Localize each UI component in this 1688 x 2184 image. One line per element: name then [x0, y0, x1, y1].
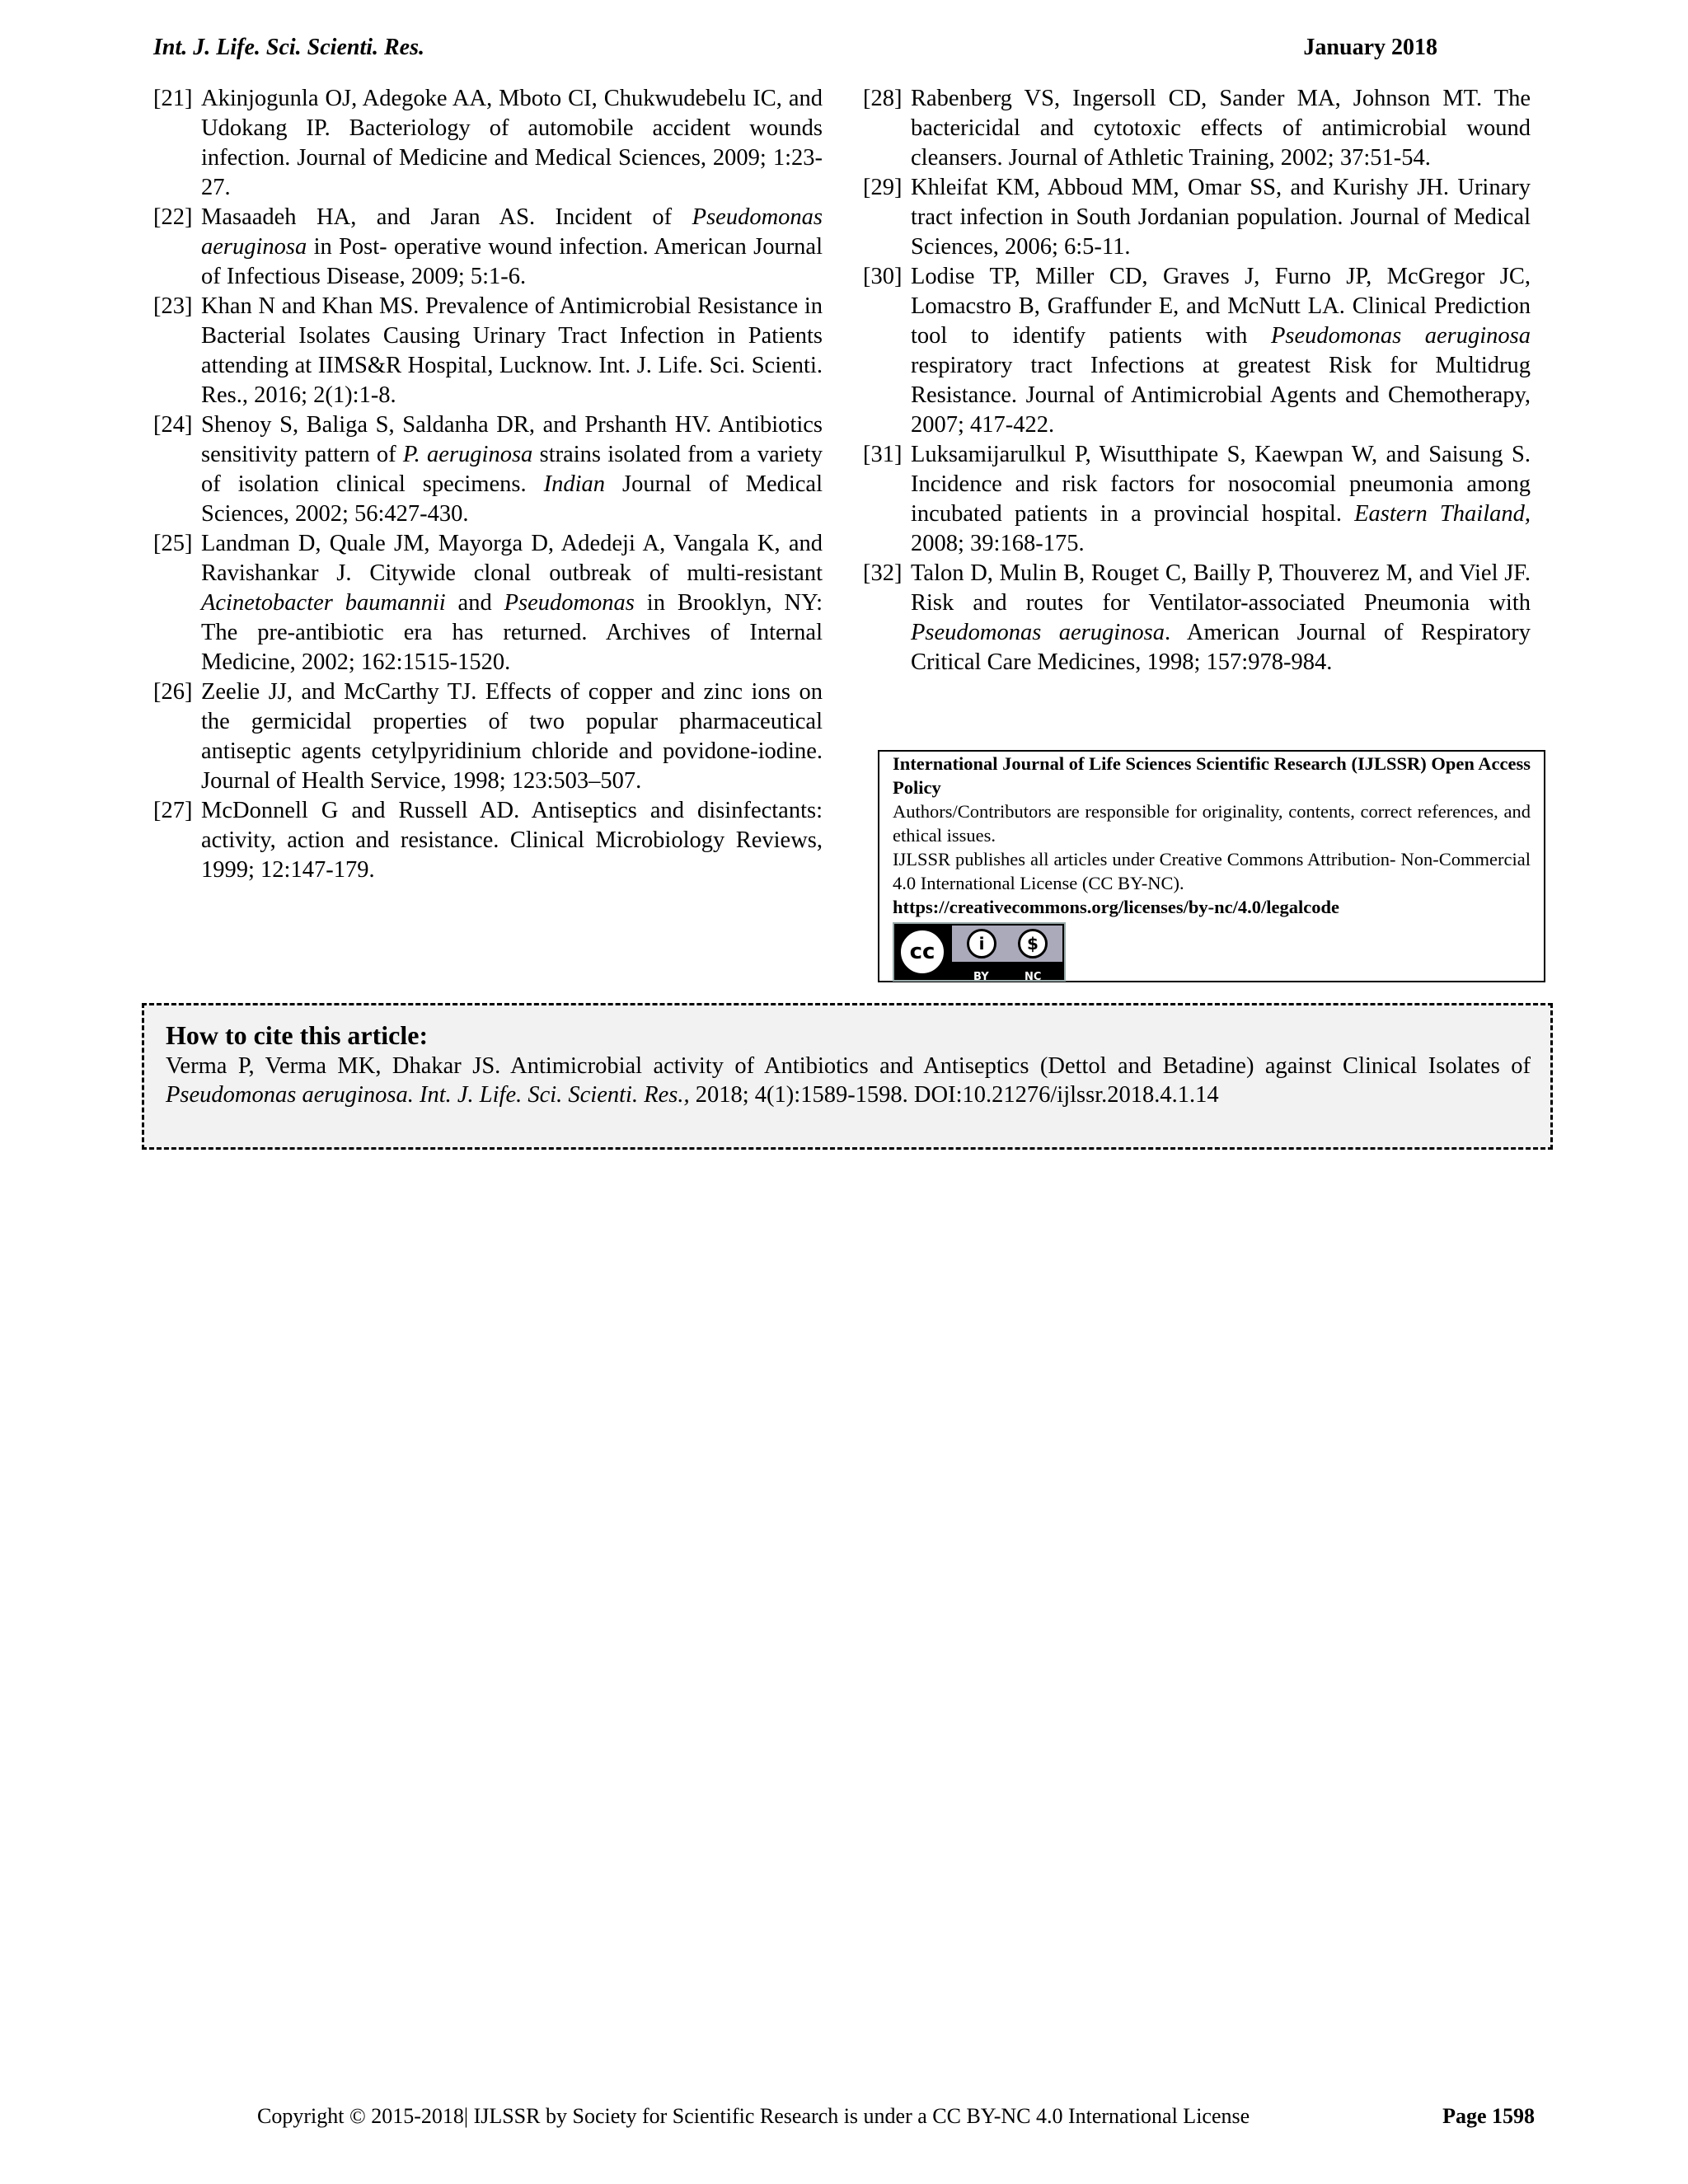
page-header: [153, 35, 1437, 68]
reference-item: [153, 410, 823, 529]
reference-text: Zeelie JJ, and McCarthy TJ. Effects of copper and zinc ions on the germicidal properties of two popular pharmaceutical antiseptic agents cetylpyridinium chloride and povidone-iodine. Journal of Health Service, 1998; 123:503–507.: [201, 679, 823, 794]
reference-item: [153, 796, 823, 885]
citation-italic: Pseudomonas aeruginosa. Int. J. Life. Sci. Scienti. Res.,: [166, 1082, 690, 1108]
reference-text: strains isolated from a variety of isolation clinical specimens.: [201, 442, 823, 497]
reference-item: [863, 262, 1531, 440]
reference-item: [153, 677, 823, 796]
reference-item: [863, 559, 1531, 677]
citation-title: How to cite this article:: [166, 1020, 429, 1050]
reference-number: [26]: [153, 679, 193, 705]
reference-number: [30]: [863, 264, 903, 289]
noncommercial-icon: $: [1018, 929, 1048, 958]
license-link[interactable]: https://creativecommons.org/licenses/by-nc/4.0/legalcode: [893, 897, 1339, 917]
page-number: Page 1598: [1442, 2104, 1535, 2128]
by-label: BY: [973, 971, 989, 983]
reference-text: and: [445, 590, 504, 616]
issue-date: January 2018: [1303, 35, 1437, 60]
reference-text: . American Journal of Respiratory Critical Care Medicines, 1998; 157:978-984.: [911, 620, 1531, 675]
reference-text: Rabenberg VS, Ingersoll CD, Sander MA, Johnson MT. The bactericidal and cytotoxic effects of antimicrobial wound cleansers. Journal of Athletic Training, 2002; 37:51-54.: [911, 86, 1531, 171]
reference-text: in Post- operative wound infection. American Journal of Infectious Disease, 2009; 5:1-6.: [201, 234, 823, 289]
reference-number: [27]: [153, 798, 193, 823]
badge-labels: [952, 965, 1062, 983]
nc-label: NC: [1025, 971, 1042, 983]
citation-box: [142, 1003, 1553, 1150]
reference-text: Luksamijarulkul P, Wisutthipate S, Kaewpan W, and Saisung S. Incidence and risk factors for nosocomial pneumonia among incubated patients in a provincial hospital.: [911, 442, 1531, 527]
reference-number: [25]: [153, 531, 193, 556]
references-left-column: [153, 84, 823, 885]
reference-item: [863, 84, 1531, 173]
species-name: Pseudomonas aeruginosa: [911, 620, 1165, 645]
reference-text: 2008; 39:168-175.: [911, 531, 1085, 556]
references-right-column: [863, 84, 1531, 677]
reference-text: Talon D, Mulin B, Rouget C, Bailly P, Thouverez M, and Viel JF. Risk and routes for Ventilator-associated Pneumonia with: [911, 560, 1531, 616]
italic-text: Indian: [543, 471, 605, 497]
journal-name: Int. J. Life. Sci. Scienti. Res.: [153, 35, 424, 60]
citation-text: [166, 1052, 1531, 1109]
reference-item: [863, 440, 1531, 559]
italic-text: Eastern Thailand,: [1354, 501, 1531, 527]
reference-text: Landman D, Quale JM, Mayorga D, Adedeji A, Vangala K, and Ravishankar J. Citywide clonal outbreak of multi-resistant: [201, 531, 823, 586]
policy-title: International Journal of Life Sciences Scientific Research (IJLSSR) Open Access Policy: [893, 753, 1531, 798]
species-name: Pseudomonas aeruginosa: [201, 204, 823, 260]
reference-item: [153, 203, 823, 292]
citation-authors: Verma P, Verma MK, Dhakar JS. Antimicrobial activity of Antibiotics and Antiseptics (Dettol and Betadine) against Clinical Isolates of: [166, 1053, 1531, 1079]
policy-text: Authors/Contributors are responsible for originality, contents, correct references, and ethical issues.: [893, 801, 1531, 846]
species-name: Pseudomonas aeruginosa: [1270, 323, 1531, 349]
reference-number: [31]: [863, 442, 903, 467]
reference-text: Lodise TP, Miller CD, Graves J, Furno JP, McGregor JC, Lomacstro B, Graffunder E, and McNutt LA. Clinical Prediction tool to identify patients with: [911, 264, 1531, 349]
species-name: P. aeruginosa: [402, 442, 533, 467]
open-access-policy-box: [878, 750, 1545, 982]
reference-text: Shenoy S, Baliga S, Saldanha DR, and Prshanth HV. Antibiotics sensitivity pattern of: [201, 412, 823, 467]
reference-text: respiratory tract Infections at greatest Risk for Multidrug Resistance. Journal of Antimicrobial Agents and Chemotherapy, 2007; 417-422.: [911, 353, 1531, 438]
reference-text: Journal of Medical Sciences, 2002; 56:427-430.: [201, 471, 823, 527]
policy-text: IJLSSR publishes all articles under Creative Commons Attribution- Non-Commercial 4.0 International License (CC BY-NC).: [893, 849, 1531, 893]
reference-text: Akinjogunla OJ, Adegoke AA, Mboto CI, Chukwudebelu IC, and Udokang IP. Bacteriology of automobile accident wounds infection. Journal of Medicine and Medical Sciences, 2009; 1:23-27.: [201, 86, 823, 200]
species-name: Pseudomonas: [504, 590, 635, 616]
reference-number: [32]: [863, 560, 903, 586]
reference-number: [21]: [153, 86, 193, 111]
citation-details: 2018; 4(1):1589-1598. DOI:10.21276/ijlssr.2018.4.1.14: [689, 1082, 1219, 1108]
copyright-notice: Copyright © 2015-2018| IJLSSR by Society for Scientific Research is under a CC BY-NC 4.0 International License: [257, 2104, 1250, 2128]
reference-text: Masaadeh HA, and Jaran AS. Incident of: [201, 204, 692, 230]
reference-item: [153, 292, 823, 410]
species-name: Acinetobacter baumannii: [201, 590, 446, 616]
reference-number: [28]: [863, 86, 903, 111]
reference-text: McDonnell G and Russell AD. Antiseptics and disinfectants: activity, action and resistance. Clinical Microbiology Reviews, 1999; 12:147-179.: [201, 798, 823, 883]
reference-number: [23]: [153, 293, 193, 319]
reference-item: [863, 173, 1531, 262]
reference-item: [153, 529, 823, 677]
attribution-icon: i: [967, 929, 996, 958]
page-footer: [257, 2104, 1535, 2137]
cc-by-nc-badge[interactable]: [893, 922, 1066, 982]
reference-text: Khleifat KM, Abboud MM, Omar SS, and Kurishy JH. Urinary tract infection in South Jordanian population. Journal of Medical Sciences, 2006; 6:5-11.: [911, 175, 1531, 260]
reference-number: [24]: [153, 412, 193, 438]
reference-number: [22]: [153, 204, 193, 230]
reference-text: in Brooklyn, NY: The pre-antibiotic era has returned. Archives of Internal Medicine, 2002; 162:1515-1520.: [201, 590, 823, 675]
reference-text: Khan N and Khan MS. Prevalence of Antimicrobial Resistance in Bacterial Isolates Causing Urinary Tract Infection in Patients attending at IIMS&R Hospital, Lucknow. Int. J. Life. Sci. Scienti. Res., 2016; 2(1):1-8.: [201, 293, 823, 408]
reference-item: [153, 84, 823, 203]
reference-number: [29]: [863, 175, 903, 200]
cc-icon: cc: [898, 927, 947, 977]
